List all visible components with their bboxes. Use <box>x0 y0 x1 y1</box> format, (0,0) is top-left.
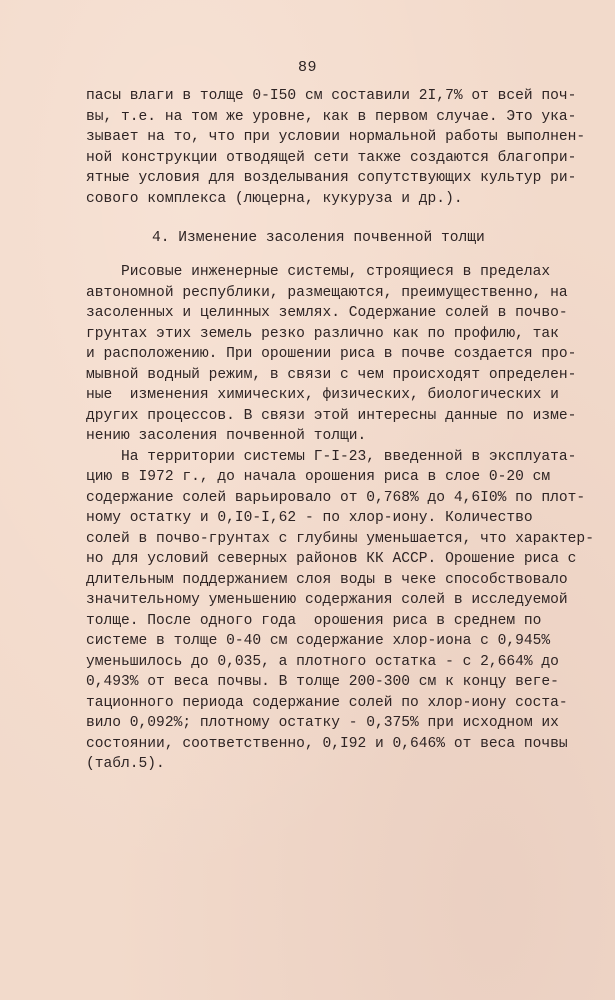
text-line: На территории системы Г-I-23, введенной в эксплуата- <box>86 448 577 465</box>
text-line: солей в почво-грунтах с глубины уменьшается, что характер- <box>86 530 594 547</box>
text-line: цию в I972 г., до начала орошения риса в слое 0-20 см <box>86 469 551 485</box>
text-line: толще. После одного года орошения риса в среднем по <box>86 612 542 629</box>
text-line: ному остатку и 0,I0-I,62 - по хлор-иону. Количество <box>86 510 533 526</box>
text-line: длительным поддержанием слоя воды в чеке способствовало <box>86 571 568 588</box>
text-line: значительному уменьшению содержания солей в исследуемой <box>86 592 568 608</box>
text-line: зывает на то, что при условии нормальной работы выполнен- <box>86 129 586 145</box>
section-heading: 4. Изменение засоления почвенной толщи <box>152 230 485 246</box>
text-line: пасы влаги в толще 0-I50 см составили 2I,7% от всей поч- <box>86 88 577 104</box>
page-number: 89 <box>298 59 318 76</box>
text-line: системе в толще 0-40 см содержание хлор-иона с 0,945% <box>86 633 551 649</box>
text-line: вы, т.е. на том же уровне, как в первом случае. Это ука- <box>86 108 577 125</box>
text-line: но для условий северных районов КК АССР. Орошение риса с <box>86 551 577 567</box>
text-line: грунтах этих земель резко различно как по профилю, так <box>86 325 559 342</box>
text-line: состоянии, соответственно, 0,I92 и 0,646% от веса почвы <box>86 735 568 752</box>
text-line: Рисовые инженерные системы, строящиеся в пределах <box>86 264 551 280</box>
text-line: других процессов. В связи этой интересны данные по изме- <box>86 407 577 424</box>
paragraph-moisture-reserves <box>86 86 586 209</box>
paragraph-salinity-change <box>86 262 594 775</box>
text-line: сового комплекса (люцерна, кукуруза и др.). <box>86 190 463 207</box>
text-line: содержание солей варьировало от 0,768% до 4,6I0% по плот- <box>86 489 586 506</box>
text-line: тационного периода содержание солей по хлор-иону соста- <box>86 694 568 711</box>
text-line: нению засоления почвенной толщи. <box>86 428 367 444</box>
text-line: ные изменения химических, физических, биологических и <box>86 387 559 403</box>
text-line: вило 0,092%; плотному остатку - 0,375% при исходном их <box>86 715 559 731</box>
text-line: ятные условия для возделывания сопутствующих культур ри- <box>86 170 577 186</box>
text-line: 0,493% от веса почвы. В толще 200-300 см к концу веге- <box>86 674 559 690</box>
text-line: автономной республики, размещаются, преимущественно, на <box>86 284 568 301</box>
text-line: мывной водный режим, в связи с чем происходят определен- <box>86 366 577 383</box>
text-line: уменьшилось до 0,035, а плотного остатка - с 2,664% до <box>86 653 559 670</box>
text-line: засоленных и целинных землях. Содержание солей в почво- <box>86 305 568 321</box>
text-line: ной конструкции отводящей сети также создаются благопри- <box>86 149 577 166</box>
text-line: (табл.5). <box>86 756 165 772</box>
text-line: и расположению. При орошении риса в почве создается про- <box>86 346 577 362</box>
